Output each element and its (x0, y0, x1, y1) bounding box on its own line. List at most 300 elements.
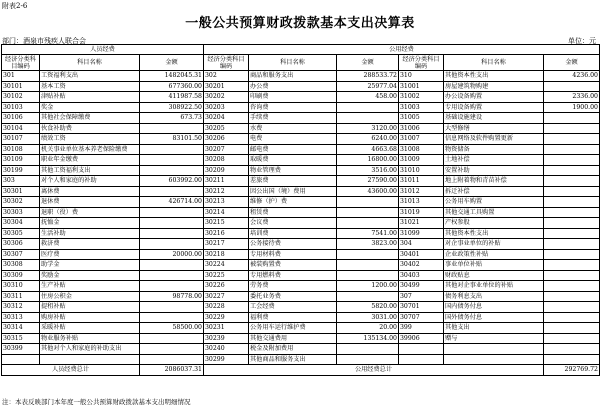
cell-name: 租赁费 (249, 207, 337, 218)
cell-code: 30211 (204, 176, 249, 187)
column-header-row (2, 55, 600, 71)
cell-amount (337, 354, 399, 365)
cell-code: 30307 (2, 249, 40, 260)
header-amount: 金额 (337, 55, 399, 71)
cell-code: 30231 (204, 323, 249, 334)
cell-code: 30239 (204, 333, 249, 344)
cell-amount (544, 281, 600, 292)
cell-code: 31009 (399, 155, 444, 166)
cell-amount (337, 197, 399, 208)
table-row (2, 323, 600, 334)
cell-code: 31001 (399, 81, 444, 92)
cell-name: 其他资本性支出 (444, 228, 544, 239)
cell-amount: 288533.72 (337, 71, 399, 82)
cell-amount: 6240.00 (337, 134, 399, 145)
header-name: 科目名称 (249, 55, 337, 71)
cell-code: 30213 (204, 197, 249, 208)
cell-amount: 4236.00 (544, 71, 600, 82)
cell-amount (140, 123, 204, 134)
cell-name: 其他对个人和家庭的补助支出 (40, 344, 140, 355)
table-row (2, 81, 600, 92)
cell-name (40, 354, 140, 365)
table-row (2, 270, 600, 281)
table-row (2, 144, 600, 155)
section-personnel: 人员经费 (2, 45, 204, 55)
cell-code (399, 344, 444, 355)
header-code: 经济分类科目编码 (2, 55, 40, 71)
section-public: 公用经费 (204, 45, 600, 55)
cell-name: 水费 (249, 123, 337, 134)
cell-amount: 135134.00 (337, 333, 399, 344)
cell-name: 绩效工资 (40, 134, 140, 145)
cell-amount (544, 323, 600, 334)
cell-amount (140, 260, 204, 271)
cell-amount (544, 312, 600, 323)
cell-code: 30206 (204, 134, 249, 145)
cell-code: 31010 (399, 165, 444, 176)
cell-name: 专用材料费 (249, 249, 337, 260)
cell-amount: 1200.00 (337, 281, 399, 292)
cell-code: 31013 (399, 197, 444, 208)
cell-amount (544, 270, 600, 281)
cell-code: 30314 (2, 323, 40, 334)
cell-amount: 677360.00 (140, 81, 204, 92)
department-label: 部门：酒泉市残疾人联合会 (2, 37, 86, 45)
cell-amount (337, 249, 399, 260)
cell-amount (544, 333, 600, 344)
cell-code: 30201 (204, 81, 249, 92)
cell-name: 被装购置费 (249, 260, 337, 271)
cell-amount (544, 176, 600, 187)
cell-amount: 98778.00 (140, 291, 204, 302)
cell-name: 信息网络及软件购置更新 (444, 134, 544, 145)
cell-name: 物资储备 (444, 144, 544, 155)
cell-code: 30217 (204, 239, 249, 250)
cell-amount (140, 218, 204, 229)
cell-name: 差旅费 (249, 176, 337, 187)
cell-code: 30229 (204, 312, 249, 323)
cell-name: 生产补贴 (40, 281, 140, 292)
unit-label: 单位：元 (568, 37, 596, 45)
cell-code: 30209 (204, 165, 249, 176)
cell-amount (544, 239, 600, 250)
cell-amount (337, 218, 399, 229)
cell-amount (544, 207, 600, 218)
cell-code: 30499 (399, 281, 444, 292)
cell-name: 安置补助 (444, 165, 544, 176)
cell-name: 其他支出 (444, 323, 544, 334)
cell-name: 福利费 (249, 312, 337, 323)
cell-amount: 58500.00 (140, 323, 204, 334)
cell-amount (140, 312, 204, 323)
cell-amount: 27590.00 (337, 176, 399, 187)
cell-code: 303 (2, 176, 40, 187)
cell-amount: 25977.04 (337, 81, 399, 92)
cell-code: 304 (399, 239, 444, 250)
cell-name: 其他对企事业单位的补贴 (444, 281, 544, 292)
cell-amount (544, 344, 600, 355)
cell-name: 物业管理费 (249, 165, 337, 176)
cell-amount (544, 197, 600, 208)
cell-amount (544, 354, 600, 365)
cell-code: 30402 (399, 260, 444, 271)
cell-code: 30214 (204, 207, 249, 218)
cell-code: 30109 (2, 155, 40, 166)
cell-amount (140, 186, 204, 197)
cell-name: 住房公积金 (40, 291, 140, 302)
table-row (2, 344, 600, 355)
cell-amount (544, 113, 600, 124)
cell-name: 工资福利支出 (40, 71, 140, 82)
cell-code: 31007 (399, 134, 444, 145)
cell-amount (544, 81, 600, 92)
cell-code: 30312 (2, 302, 40, 313)
cell-name: 其他资本性支出 (444, 71, 544, 82)
cell-name: 因公出国（境）费用 (249, 186, 337, 197)
cell-amount (544, 218, 600, 229)
cell-amount (140, 333, 204, 344)
cell-amount (544, 186, 600, 197)
cell-code: 30104 (2, 123, 40, 134)
table-row (2, 333, 600, 344)
cell-name: 机关事业单位基本养老保险缴费 (40, 144, 140, 155)
cell-code: 31099 (399, 228, 444, 239)
cell-code: 30228 (204, 302, 249, 313)
cell-name: 津贴补贴 (40, 92, 140, 103)
cell-amount (140, 354, 204, 365)
total-personnel-value: 2086037.31 (140, 365, 204, 376)
cell-amount (140, 207, 204, 218)
cell-code: 31003 (399, 102, 444, 113)
cell-amount: 20.00 (337, 323, 399, 334)
cell-code: 30205 (204, 123, 249, 134)
cell-code: 39906 (399, 333, 444, 344)
cell-amount (337, 113, 399, 124)
cell-code: 30305 (2, 228, 40, 239)
cell-code: 30308 (2, 260, 40, 271)
cell-amount (140, 165, 204, 176)
cell-name: 伙食补助费 (40, 123, 140, 134)
cell-code: 30227 (204, 291, 249, 302)
cell-amount: 426714.00 (140, 197, 204, 208)
cell-amount (544, 155, 600, 166)
cell-code: 30199 (2, 165, 40, 176)
cell-name: 大型修缮 (444, 123, 544, 134)
cell-code: 30202 (204, 92, 249, 103)
cell-name: 办公费 (249, 81, 337, 92)
expenditure-table (1, 44, 600, 376)
cell-amount: 3120.00 (337, 123, 399, 134)
table-row (2, 291, 600, 302)
table-row (2, 134, 600, 145)
cell-code: 30309 (2, 270, 40, 281)
cell-amount: 20000.00 (140, 249, 204, 260)
cell-amount (544, 291, 600, 302)
cell-name: 公务用车购置 (444, 197, 544, 208)
cell-code: 30401 (399, 249, 444, 260)
cell-code: 30240 (204, 344, 249, 355)
cell-amount: 1482045.31 (140, 71, 204, 82)
cell-name: 拆迁补偿 (444, 186, 544, 197)
total-public-value: 292769.72 (544, 365, 600, 376)
cell-code: 30208 (204, 155, 249, 166)
cell-amount (140, 302, 204, 313)
cell-amount (140, 144, 204, 155)
cell-amount: 308922.50 (140, 102, 204, 113)
cell-code: 30302 (2, 197, 40, 208)
cell-amount: 7541.00 (337, 228, 399, 239)
cell-code: 31011 (399, 176, 444, 187)
cell-name: 财政贴息 (444, 270, 544, 281)
cell-code: 30224 (204, 260, 249, 271)
cell-code: 30299 (204, 354, 249, 365)
table-row (2, 186, 600, 197)
cell-code: 31008 (399, 144, 444, 155)
header-amount: 金额 (140, 55, 204, 71)
cell-name: 物业服务补贴 (40, 333, 140, 344)
cell-name: 其他社会保障缴费 (40, 113, 140, 124)
cell-name: 办公设备购置 (444, 92, 544, 103)
cell-name: 专用设备购置 (444, 102, 544, 113)
cell-name: 其他商品和服务支出 (249, 354, 337, 365)
footnote: 注：本表反映部门本年度一般公共预算财政拨款基本支出明细情况 (2, 398, 191, 406)
cell-amount: 458.00 (337, 92, 399, 103)
table-row (2, 249, 600, 260)
cell-name: 其他交通费用 (249, 333, 337, 344)
cell-code: 30311 (2, 291, 40, 302)
cell-code: 302 (204, 71, 249, 82)
cell-amount (337, 102, 399, 113)
cell-code: 399 (399, 323, 444, 334)
cell-name: 抚恤金 (40, 218, 140, 229)
cell-name: 基础设施建设 (444, 113, 544, 124)
cell-code: 30226 (204, 281, 249, 292)
cell-name: 奖金 (40, 102, 140, 113)
cell-amount (544, 228, 600, 239)
cell-name: 债务利息支出 (444, 291, 544, 302)
cell-code: 30102 (2, 92, 40, 103)
cell-code: 30203 (204, 102, 249, 113)
cell-code: 31002 (399, 92, 444, 103)
cell-name: 土地补偿 (444, 155, 544, 166)
cell-name: 税金及附加费用 (249, 344, 337, 355)
cell-name: 会议费 (249, 218, 337, 229)
cell-code: 30215 (204, 218, 249, 229)
table-row (2, 228, 600, 239)
cell-amount (140, 239, 204, 250)
table-row (2, 71, 600, 82)
cell-code: 30225 (204, 270, 249, 281)
cell-name: 退职（役）费 (40, 207, 140, 218)
cell-name: 邮电费 (249, 144, 337, 155)
cell-code (399, 354, 444, 365)
cell-code: 31012 (399, 186, 444, 197)
cell-amount: 4663.68 (337, 144, 399, 155)
totals-row (2, 365, 600, 376)
cell-amount: 3031.00 (337, 312, 399, 323)
cell-amount (544, 249, 600, 260)
cell-code: 30701 (399, 302, 444, 313)
cell-amount (337, 291, 399, 302)
cell-name: 其他交通工具购置 (444, 207, 544, 218)
cell-name: 购房补贴 (40, 312, 140, 323)
header-amount: 金额 (544, 55, 600, 71)
table-row (2, 281, 600, 292)
cell-name (444, 344, 544, 355)
cell-name: 公务接待费 (249, 239, 337, 250)
header-name: 科目名称 (40, 55, 140, 71)
cell-name: 退休费 (40, 197, 140, 208)
cell-name: 事业单位补贴 (444, 260, 544, 271)
cell-code: 30212 (204, 186, 249, 197)
cell-name: 印刷费 (249, 92, 337, 103)
cell-code: 30403 (399, 270, 444, 281)
cell-amount: 5820.00 (337, 302, 399, 313)
table-row (2, 123, 600, 134)
total-public-label: 公用经费总计 (204, 365, 544, 376)
table-row (2, 302, 600, 313)
cell-name: 奖励金 (40, 270, 140, 281)
cell-code: 30399 (2, 344, 40, 355)
cell-name: 提租补贴 (40, 302, 140, 313)
table-row (2, 354, 600, 365)
cell-name: 国外债务付息 (444, 312, 544, 323)
cell-name: 离休费 (40, 186, 140, 197)
cell-code: 30313 (2, 312, 40, 323)
page-title: 一般公共预算财政拨款基本支出决算表 (185, 16, 415, 31)
cell-amount (140, 344, 204, 355)
cell-name: 商品和服务支出 (249, 71, 337, 82)
cell-name: 助学金 (40, 260, 140, 271)
cell-code: 30306 (2, 239, 40, 250)
cell-name (444, 354, 544, 365)
cell-amount: 2336.00 (544, 92, 600, 103)
cell-name: 工会经费 (249, 302, 337, 313)
cell-code: 30310 (2, 281, 40, 292)
table-row (2, 260, 600, 271)
table-row (2, 176, 600, 187)
cell-name: 赠与 (444, 333, 544, 344)
cell-code: 30207 (204, 144, 249, 155)
cell-name: 房屋建筑物购建 (444, 81, 544, 92)
cell-code: 30106 (2, 113, 40, 124)
cell-code: 30101 (2, 81, 40, 92)
table-row (2, 102, 600, 113)
cell-amount (337, 260, 399, 271)
cell-amount (337, 207, 399, 218)
cell-name: 电费 (249, 134, 337, 145)
cell-code: 30301 (2, 186, 40, 197)
cell-amount (337, 344, 399, 355)
cell-code: 31019 (399, 207, 444, 218)
cell-amount (544, 144, 600, 155)
cell-code: 30315 (2, 333, 40, 344)
cell-amount (140, 155, 204, 166)
table-row (2, 92, 600, 103)
table-row (2, 155, 600, 166)
cell-code: 30707 (399, 312, 444, 323)
table-row (2, 165, 600, 176)
cell-amount (140, 281, 204, 292)
cell-name: 采暖补贴 (40, 323, 140, 334)
cell-code: 30216 (204, 228, 249, 239)
cell-name: 培训费 (249, 228, 337, 239)
cell-name: 职业年金缴费 (40, 155, 140, 166)
cell-code: 301 (2, 71, 40, 82)
cell-name: 其他工资福利支出 (40, 165, 140, 176)
cell-amount (337, 270, 399, 281)
cell-code: 31021 (399, 218, 444, 229)
cell-amount: 673.73 (140, 113, 204, 124)
section-header-row (2, 45, 600, 55)
table-row (2, 207, 600, 218)
attachment-label: 附表2-6 (2, 2, 28, 10)
cell-name: 生活补助 (40, 228, 140, 239)
cell-code: 30107 (2, 134, 40, 145)
cell-amount: 411987.58 (140, 92, 204, 103)
table-row (2, 197, 600, 208)
cell-name: 劳务费 (249, 281, 337, 292)
cell-amount (544, 302, 600, 313)
cell-amount (544, 165, 600, 176)
cell-name: 医疗费 (40, 249, 140, 260)
table-row (2, 312, 600, 323)
header-code: 经济分类科目编码 (399, 55, 444, 71)
cell-code: 31006 (399, 123, 444, 134)
cell-amount: 603992.00 (140, 176, 204, 187)
cell-amount (544, 134, 600, 145)
cell-code: 30303 (2, 207, 40, 218)
cell-code: 30218 (204, 249, 249, 260)
cell-code: 30108 (2, 144, 40, 155)
cell-amount (544, 123, 600, 134)
table-row (2, 239, 600, 250)
cell-name: 公务用车运行维护费 (249, 323, 337, 334)
header-code: 经济分类科目编码 (204, 55, 249, 71)
header-name: 科目名称 (444, 55, 544, 71)
table-row (2, 113, 600, 124)
cell-amount: 1900.00 (544, 102, 600, 113)
cell-name: 取暖费 (249, 155, 337, 166)
cell-amount: 3516.00 (337, 165, 399, 176)
cell-amount: 3823.00 (337, 239, 399, 250)
cell-code: 30304 (2, 218, 40, 229)
cell-name: 企业政策性补贴 (444, 249, 544, 260)
cell-name: 产权参股 (444, 218, 544, 229)
cell-code: 310 (399, 71, 444, 82)
cell-amount (140, 228, 204, 239)
cell-code (2, 354, 40, 365)
cell-name: 维修（护）费 (249, 197, 337, 208)
cell-name: 基本工资 (40, 81, 140, 92)
cell-amount: 83101.50 (140, 134, 204, 145)
cell-name: 对个人和家庭的补助 (40, 176, 140, 187)
cell-amount: 16800.00 (337, 155, 399, 166)
cell-amount (140, 270, 204, 281)
cell-code: 31005 (399, 113, 444, 124)
cell-name: 专用燃料费 (249, 270, 337, 281)
cell-name: 咨询费 (249, 102, 337, 113)
cell-amount: 43600.00 (337, 186, 399, 197)
cell-name: 国内债务付息 (444, 302, 544, 313)
cell-name: 手续费 (249, 113, 337, 124)
cell-name: 对企事业单位的补贴 (444, 239, 544, 250)
cell-code: 30103 (2, 102, 40, 113)
cell-amount (544, 260, 600, 271)
table-row (2, 218, 600, 229)
cell-name: 救济费 (40, 239, 140, 250)
cell-code: 30204 (204, 113, 249, 124)
